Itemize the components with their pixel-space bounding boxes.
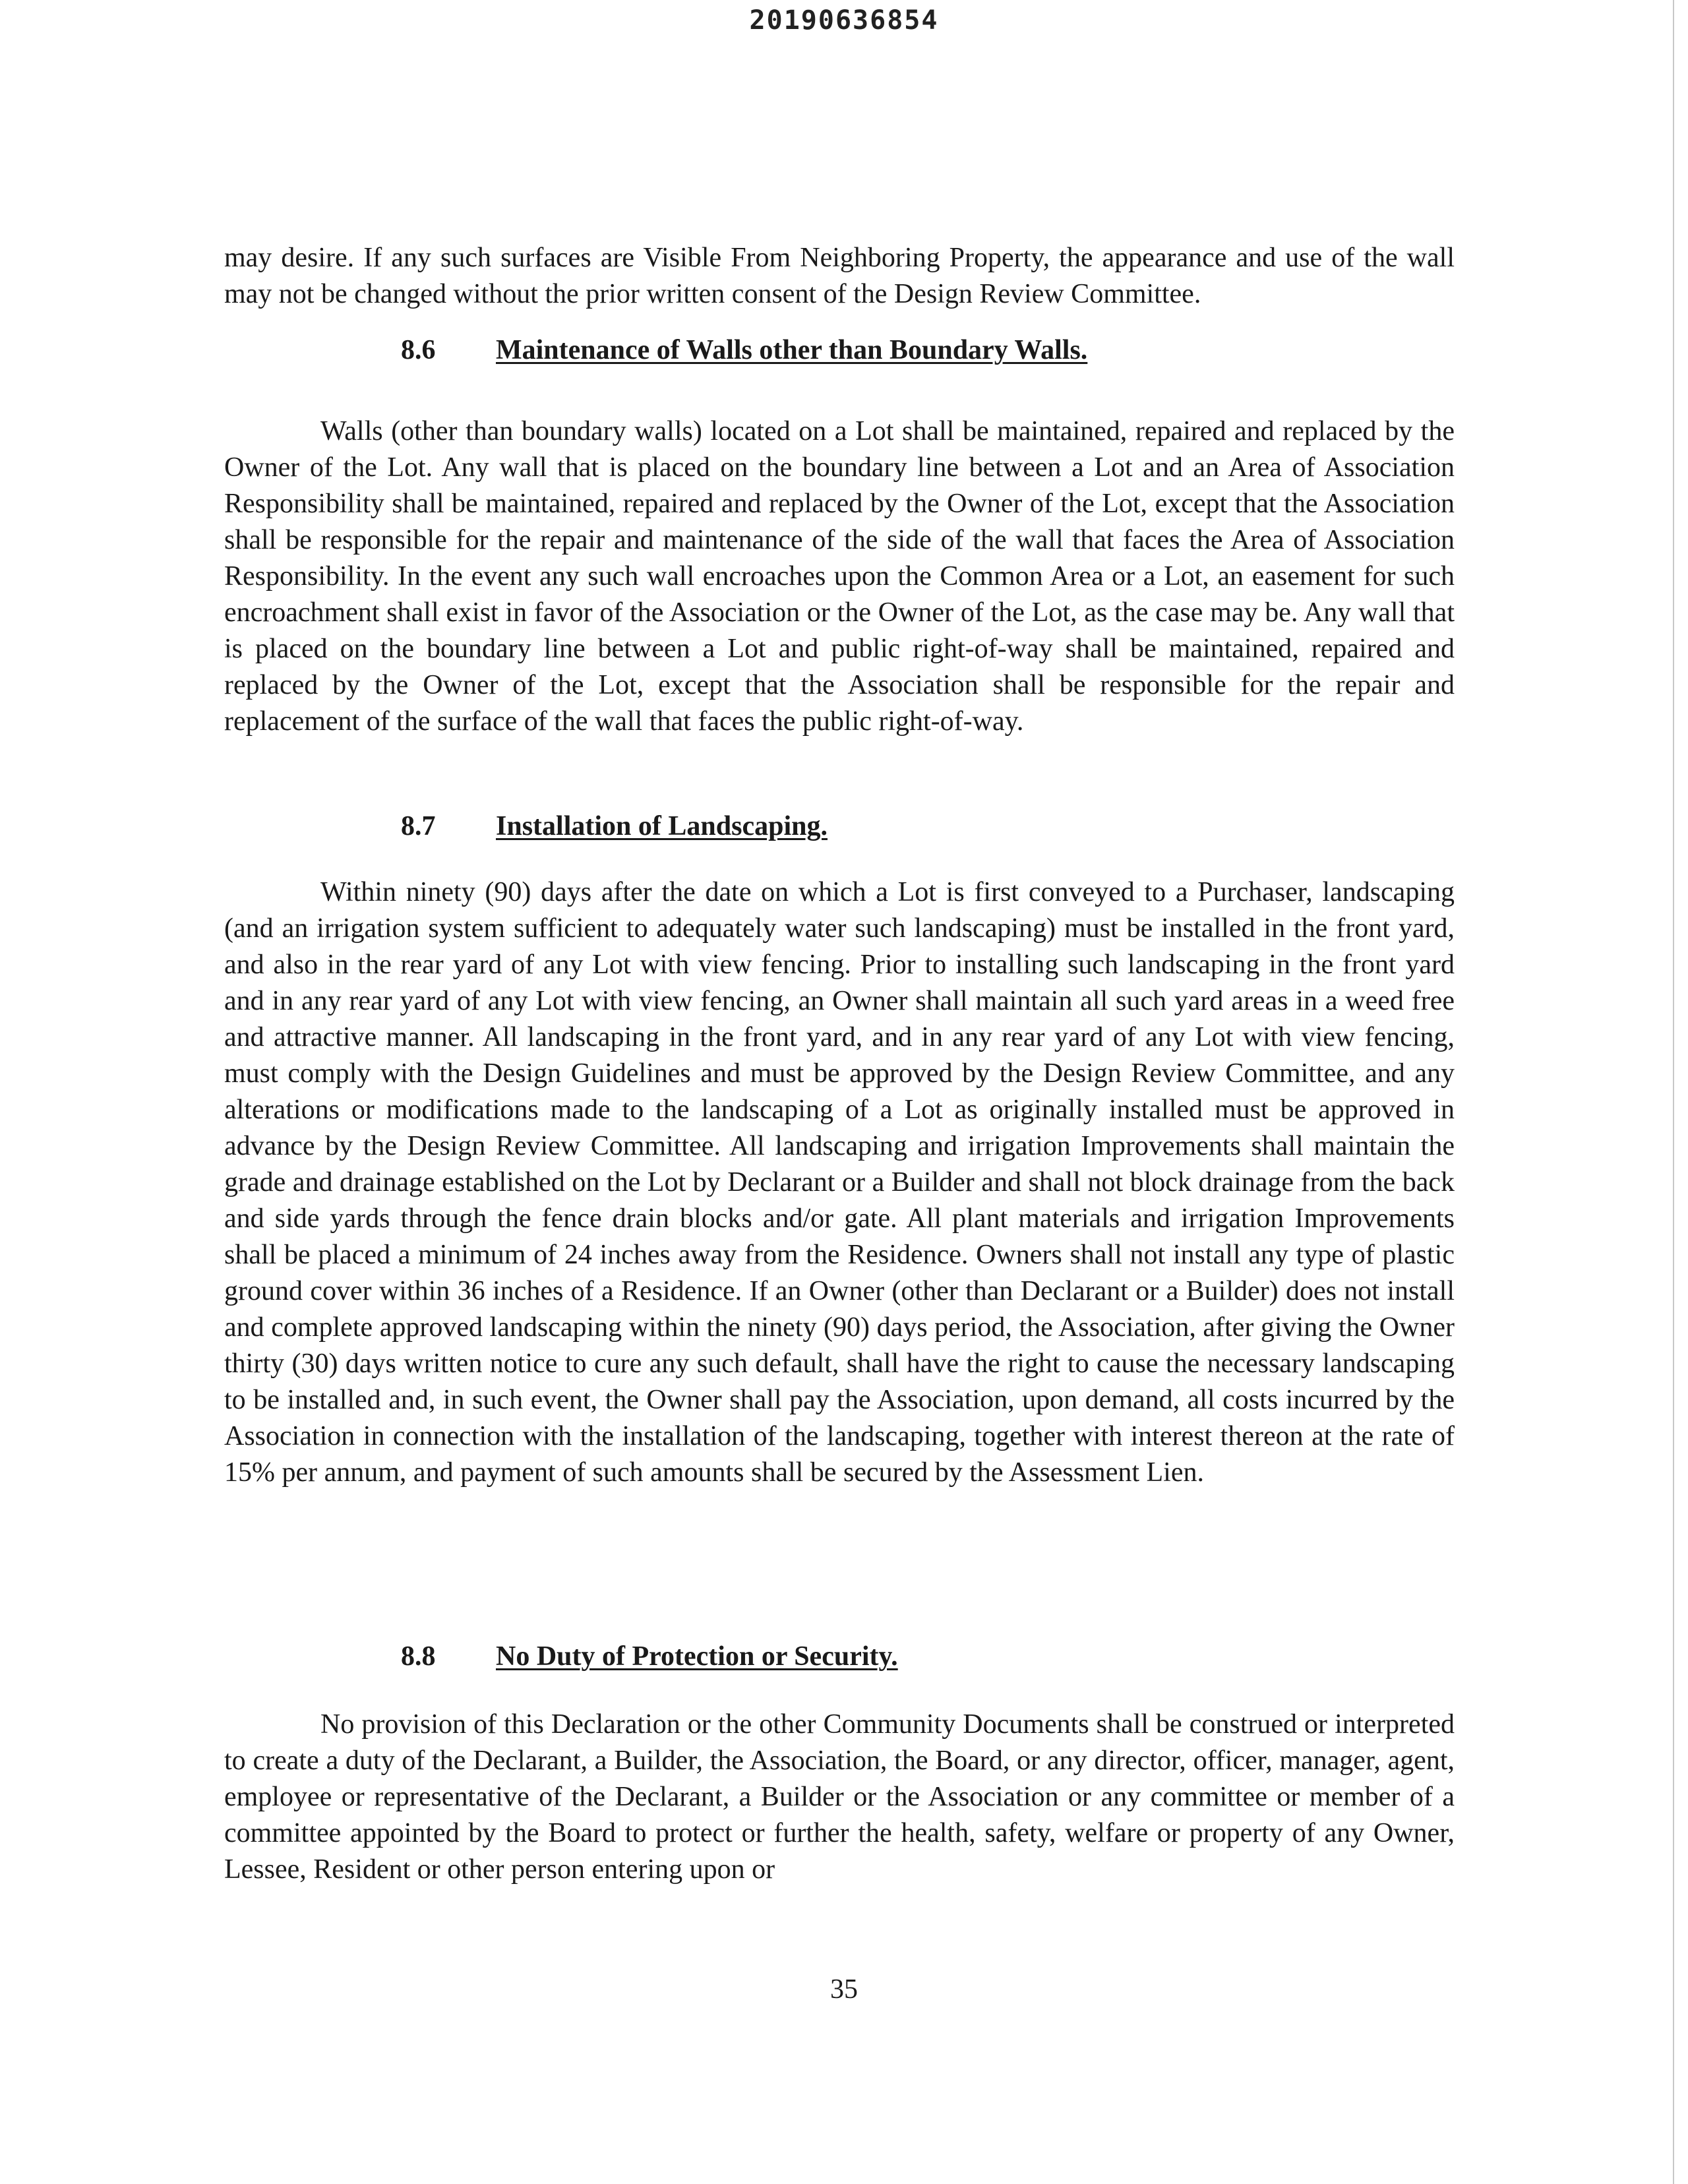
paragraph-no-duty: No provision of this Declaration or the other Community Documents shall be construed or interpreted to create a duty of the Declarant, a Builder, the Association, the Board, or any director, officer, manager, agent, employee or representative of the Declarant, a Builder or the Association or any committee or member of a committee appointed by the Board to protect or further the health, safety, welfare or property of any Owner, Lessee, Resident or other person entering upon or	[224, 1709, 1455, 1885]
section-title: Installation of Landscaping.	[496, 811, 828, 841]
paragraph-continuation: may desire. If any such surfaces are Visible From Neighboring Property, the appearance and use of the wall may not be changed without the prior written consent of the Design Review Committee.	[224, 243, 1455, 309]
paragraph-landscaping: Within ninety (90) days after the date on which a Lot is first conveyed to a Purchaser, landscaping (and an irrigation system sufficient to adequately water such landscaping) must be installed in the front yard, and also in the rear yard of any Lot with view fencing. Prior to installing such landscaping in the front yard and in any rear yard of any Lot with view fencing, an Owner shall maintain all such yard areas in a weed free and attractive manner. All landscaping in the front yard, and in any rear yard of any Lot with view fencing, must comply with the Design Guidelines and must be approved by the Design Review Committee, and any alterations or modifications made to the landscaping of a Lot as originally installed must be approved in advance by the Design Review Committee. All landscaping and irrigation Improvements shall maintain the grade and drainage established on the Lot by Declarant or a Builder and shall not block drainage from the back and side yards through the fence drain blocks and/or gate. All plant materials and irrigation Improvements shall be placed a minimum of 24 inches away from the Residence. Owners shall not install any type of plastic ground cover within 36 inches of a Residence. If an Owner (other than Declarant or a Builder) does not install and complete approved landscaping within the ninety (90) days period, the Association, after giving the Owner thirty (30) days written notice to cure any such default, shall have the right to cause the necessary landscaping to be installed and, in such event, the Owner shall pay the Association, upon demand, all costs incurred by the Association in connection with the installation of the landscaping, together with interest thereon at the rate of 15% per annum, and payment of such amounts shall be secured by the Assessment Lien.	[224, 877, 1455, 1488]
scan-edge-line	[1673, 0, 1674, 2184]
document-number: 20190636854	[749, 5, 939, 36]
section-title: Maintenance of Walls other than Boundary Walls.	[496, 335, 1088, 365]
section-number: 8.8	[401, 1641, 436, 1672]
section-title: No Duty of Protection or Security.	[496, 1641, 898, 1672]
section-number: 8.6	[401, 335, 436, 365]
section-number: 8.7	[401, 811, 436, 841]
page-number: 35	[830, 1974, 858, 2005]
paragraph-walls: Walls (other than boundary walls) located on a Lot shall be maintained, repaired and replaced by the Owner of the Lot. Any wall that is placed on the boundary line between a Lot and an Area of Association Responsibility shall be maintained, repaired and replaced by the Owner of the Lot, except that the Association shall be responsible for the repair and maintenance of the side of the wall that faces the Area of Association Responsibility. In the event any such wall encroaches upon the Common Area or a Lot, an easement for such encroachment shall exist in favor of the Association or the Owner of the Lot, as the case may be. Any wall that is placed on the boundary line between a Lot and public right-of-way shall be maintained, repaired and replaced by the Owner of the Lot, except that the Association shall be responsible for the repair and replacement of the surface of the wall that faces the public right-of-way.	[224, 416, 1455, 737]
